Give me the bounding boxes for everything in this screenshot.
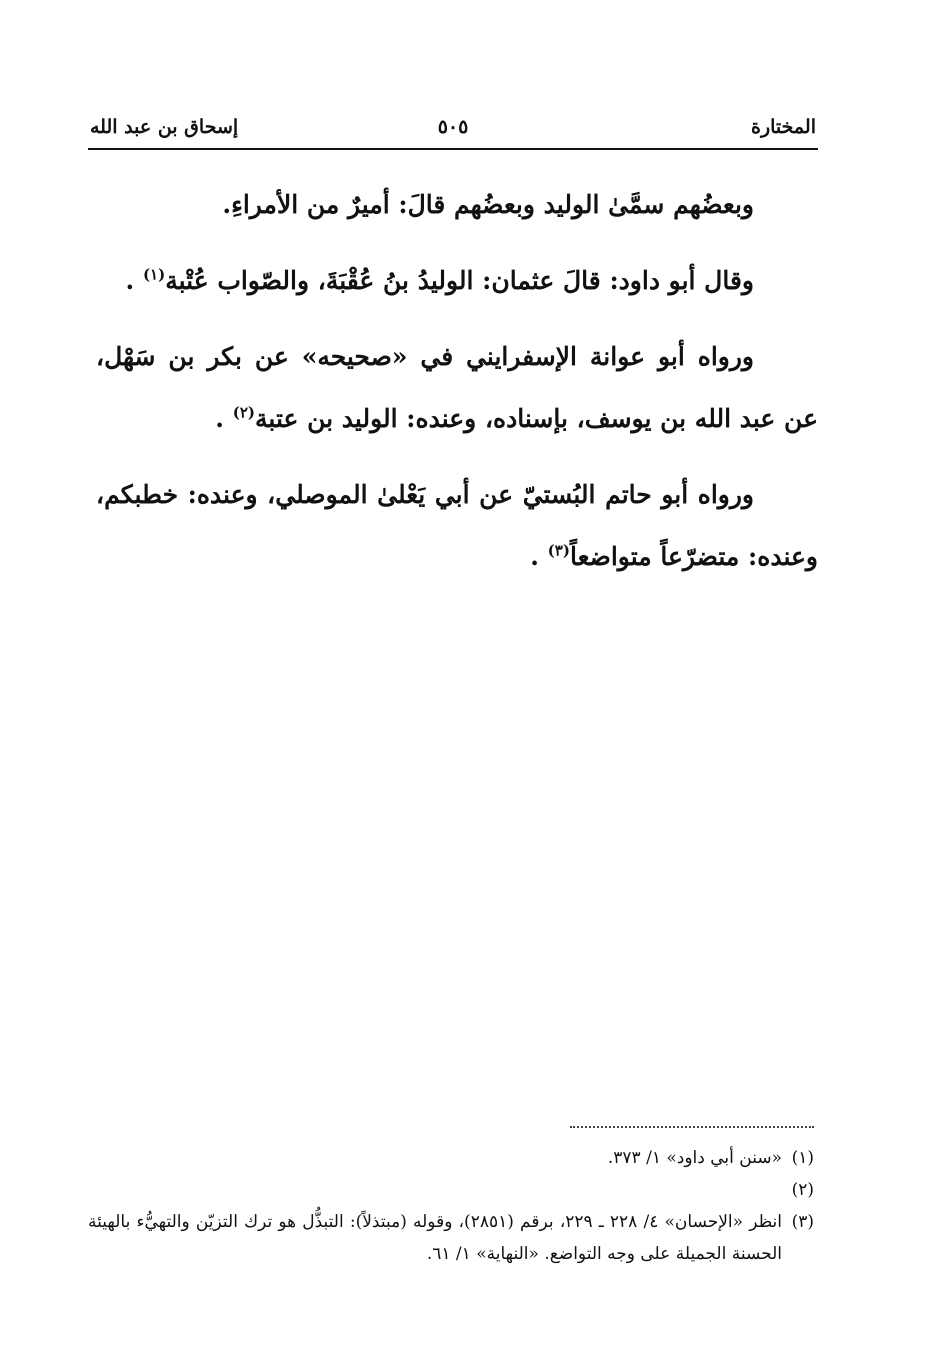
footnote-2 [88, 1174, 814, 1206]
paragraph-4 [96, 464, 818, 588]
footnote-text: انظر «الإحسان» ٤/ ٢٢٨ ـ ٢٢٩، برقم (٢٨٥١)، وقوله (مبتذلاً): التبذُّل هو ترك التزيّن والتهيُّء بالهيئة الحسنة الجميلة على وجه التواضع. «النهاية» ١/ ٦١. [88, 1212, 782, 1264]
paragraph-end: . [125, 266, 135, 295]
paragraph-text: وبعضُهم سمَّىٰ الوليد وبعضُهم قالَ: أميرٌ من الأمراءِ. [222, 190, 754, 219]
footnote-ref-2[interactable]: (٢) [232, 403, 255, 422]
main-text [96, 174, 818, 602]
paragraph-text: ورواه أبو حاتم البُستيّ عن أبي يَعْلىٰ الموصلي، وعنده: خطبكم، وعنده: متضرّعاً متواضعاً [96, 480, 818, 571]
paragraph-end: . [530, 542, 539, 571]
paragraph-3 [96, 326, 818, 450]
paragraph-text: وقال أبو داود: قالَ عثمان: الوليدُ بنُ عُقْبَةَ، والصّواب عُتْبة [165, 266, 754, 295]
paragraph-2 [96, 250, 818, 312]
page-number: ٥٠٥ [437, 116, 469, 138]
footnote-number: (١) [791, 1148, 814, 1168]
header-chapter-title: إسحاق بن عبد الله [90, 116, 239, 138]
footnote-number: (٢) [791, 1180, 814, 1200]
footnote-separator [570, 1126, 814, 1128]
footnote-ref-1[interactable]: (١) [142, 265, 166, 284]
footnotes-section [88, 1142, 814, 1270]
paragraph-1 [96, 174, 818, 236]
header-book-title: المختارة [751, 116, 816, 138]
footnote-1 [88, 1142, 814, 1174]
running-header [88, 112, 818, 150]
paragraph-end: . [215, 404, 224, 433]
footnote-text: «سنن أبي داود» ١/ ٣٧٣. [607, 1148, 782, 1168]
paragraph-text: ورواه أبو عوانة الإسفرايني في «صحيحه» عن بكر بن سَهْل، عن عبد الله بن يوسف، بإسناده، وعنده: الوليد بن عتبة [96, 342, 818, 433]
footnote-3 [88, 1206, 814, 1270]
footnote-text [777, 1180, 782, 1200]
footnote-number: (٣) [791, 1212, 814, 1232]
footnote-ref-3[interactable]: (٣) [547, 541, 570, 560]
